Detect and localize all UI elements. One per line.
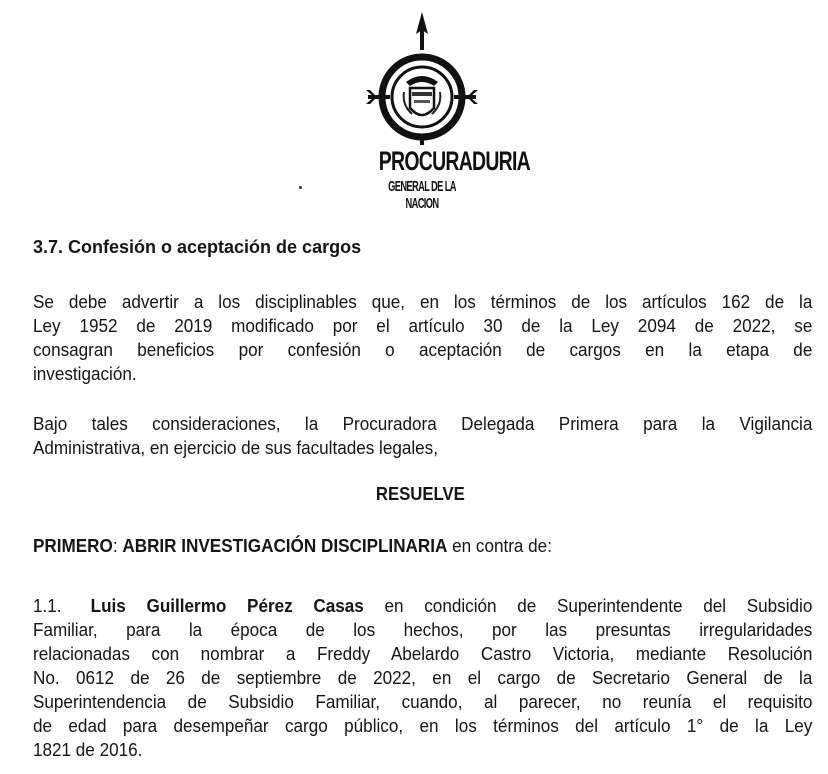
item-line: 1821 de 2016. bbox=[33, 739, 143, 760]
logo-subtitle: GENERAL DE LA NACION bbox=[388, 178, 456, 212]
item-line: No. 0612 de 26 de septiembre de 2022, en el cargo de Secretario General de la bbox=[33, 667, 813, 688]
scan-artifact-dot bbox=[299, 186, 302, 189]
item-1-1 bbox=[33, 594, 812, 762]
logo-title: PROCURADURIA bbox=[378, 146, 530, 176]
item-line: de edad para desempeñar cargo público, en los términos del artículo 1° de la Ley bbox=[33, 715, 813, 736]
paragraph-line: Administrativa, en ejercicio de sus facultades legales, bbox=[33, 437, 438, 458]
primero-rest: en contra de: bbox=[447, 535, 552, 556]
primero-separator: : bbox=[112, 535, 118, 556]
item-person-name: Luis Guillermo Pérez Casas bbox=[90, 595, 364, 616]
considerations-paragraph bbox=[33, 412, 812, 460]
paragraph-line: Bajo tales consideraciones, la Procuradora Delegada Primera para la Vigilancia bbox=[33, 413, 813, 434]
primero-paragraph bbox=[33, 534, 812, 558]
paragraph-line: Se debe advertir a los disciplinables que, en los términos de los artículos 162 de la bbox=[33, 291, 813, 312]
item-line: relacionadas con nombrar a Freddy Abelardo Castro Victoria, mediante Resolución bbox=[33, 643, 813, 664]
item-line: Familiar, para la época de los hechos, por las presuntas irregularidades bbox=[33, 619, 813, 640]
procuraduria-logo bbox=[362, 10, 530, 212]
item-number: 1.1. bbox=[33, 595, 62, 616]
section-heading: 3.7. Confesión o aceptación de cargos bbox=[33, 237, 362, 257]
paragraph-line: consagran beneficios por confesión o aceptación de cargos en la etapa de bbox=[33, 339, 813, 360]
paragraph-line: investigación. bbox=[33, 363, 137, 384]
primero-label: PRIMERO bbox=[33, 535, 113, 556]
resuelve-heading bbox=[0, 484, 828, 505]
paragraph-line: Ley 1952 de 2019 modificado por el artículo 30 de la Ley 2094 de 2022, se bbox=[33, 315, 813, 336]
item-line: Superintendencia de Subsidio Familiar, cuando, al parecer, no reunía el requisito bbox=[33, 691, 813, 712]
primero-action: ABRIR INVESTIGACIÓN DISCIPLINARIA bbox=[122, 535, 448, 556]
resuelve-label: RESUELVE bbox=[376, 484, 466, 504]
procuraduria-seal-icon bbox=[362, 10, 482, 145]
confession-paragraph bbox=[33, 290, 812, 386]
item-line1-rest: en condición de Superintendente del Subsidio bbox=[363, 595, 813, 616]
